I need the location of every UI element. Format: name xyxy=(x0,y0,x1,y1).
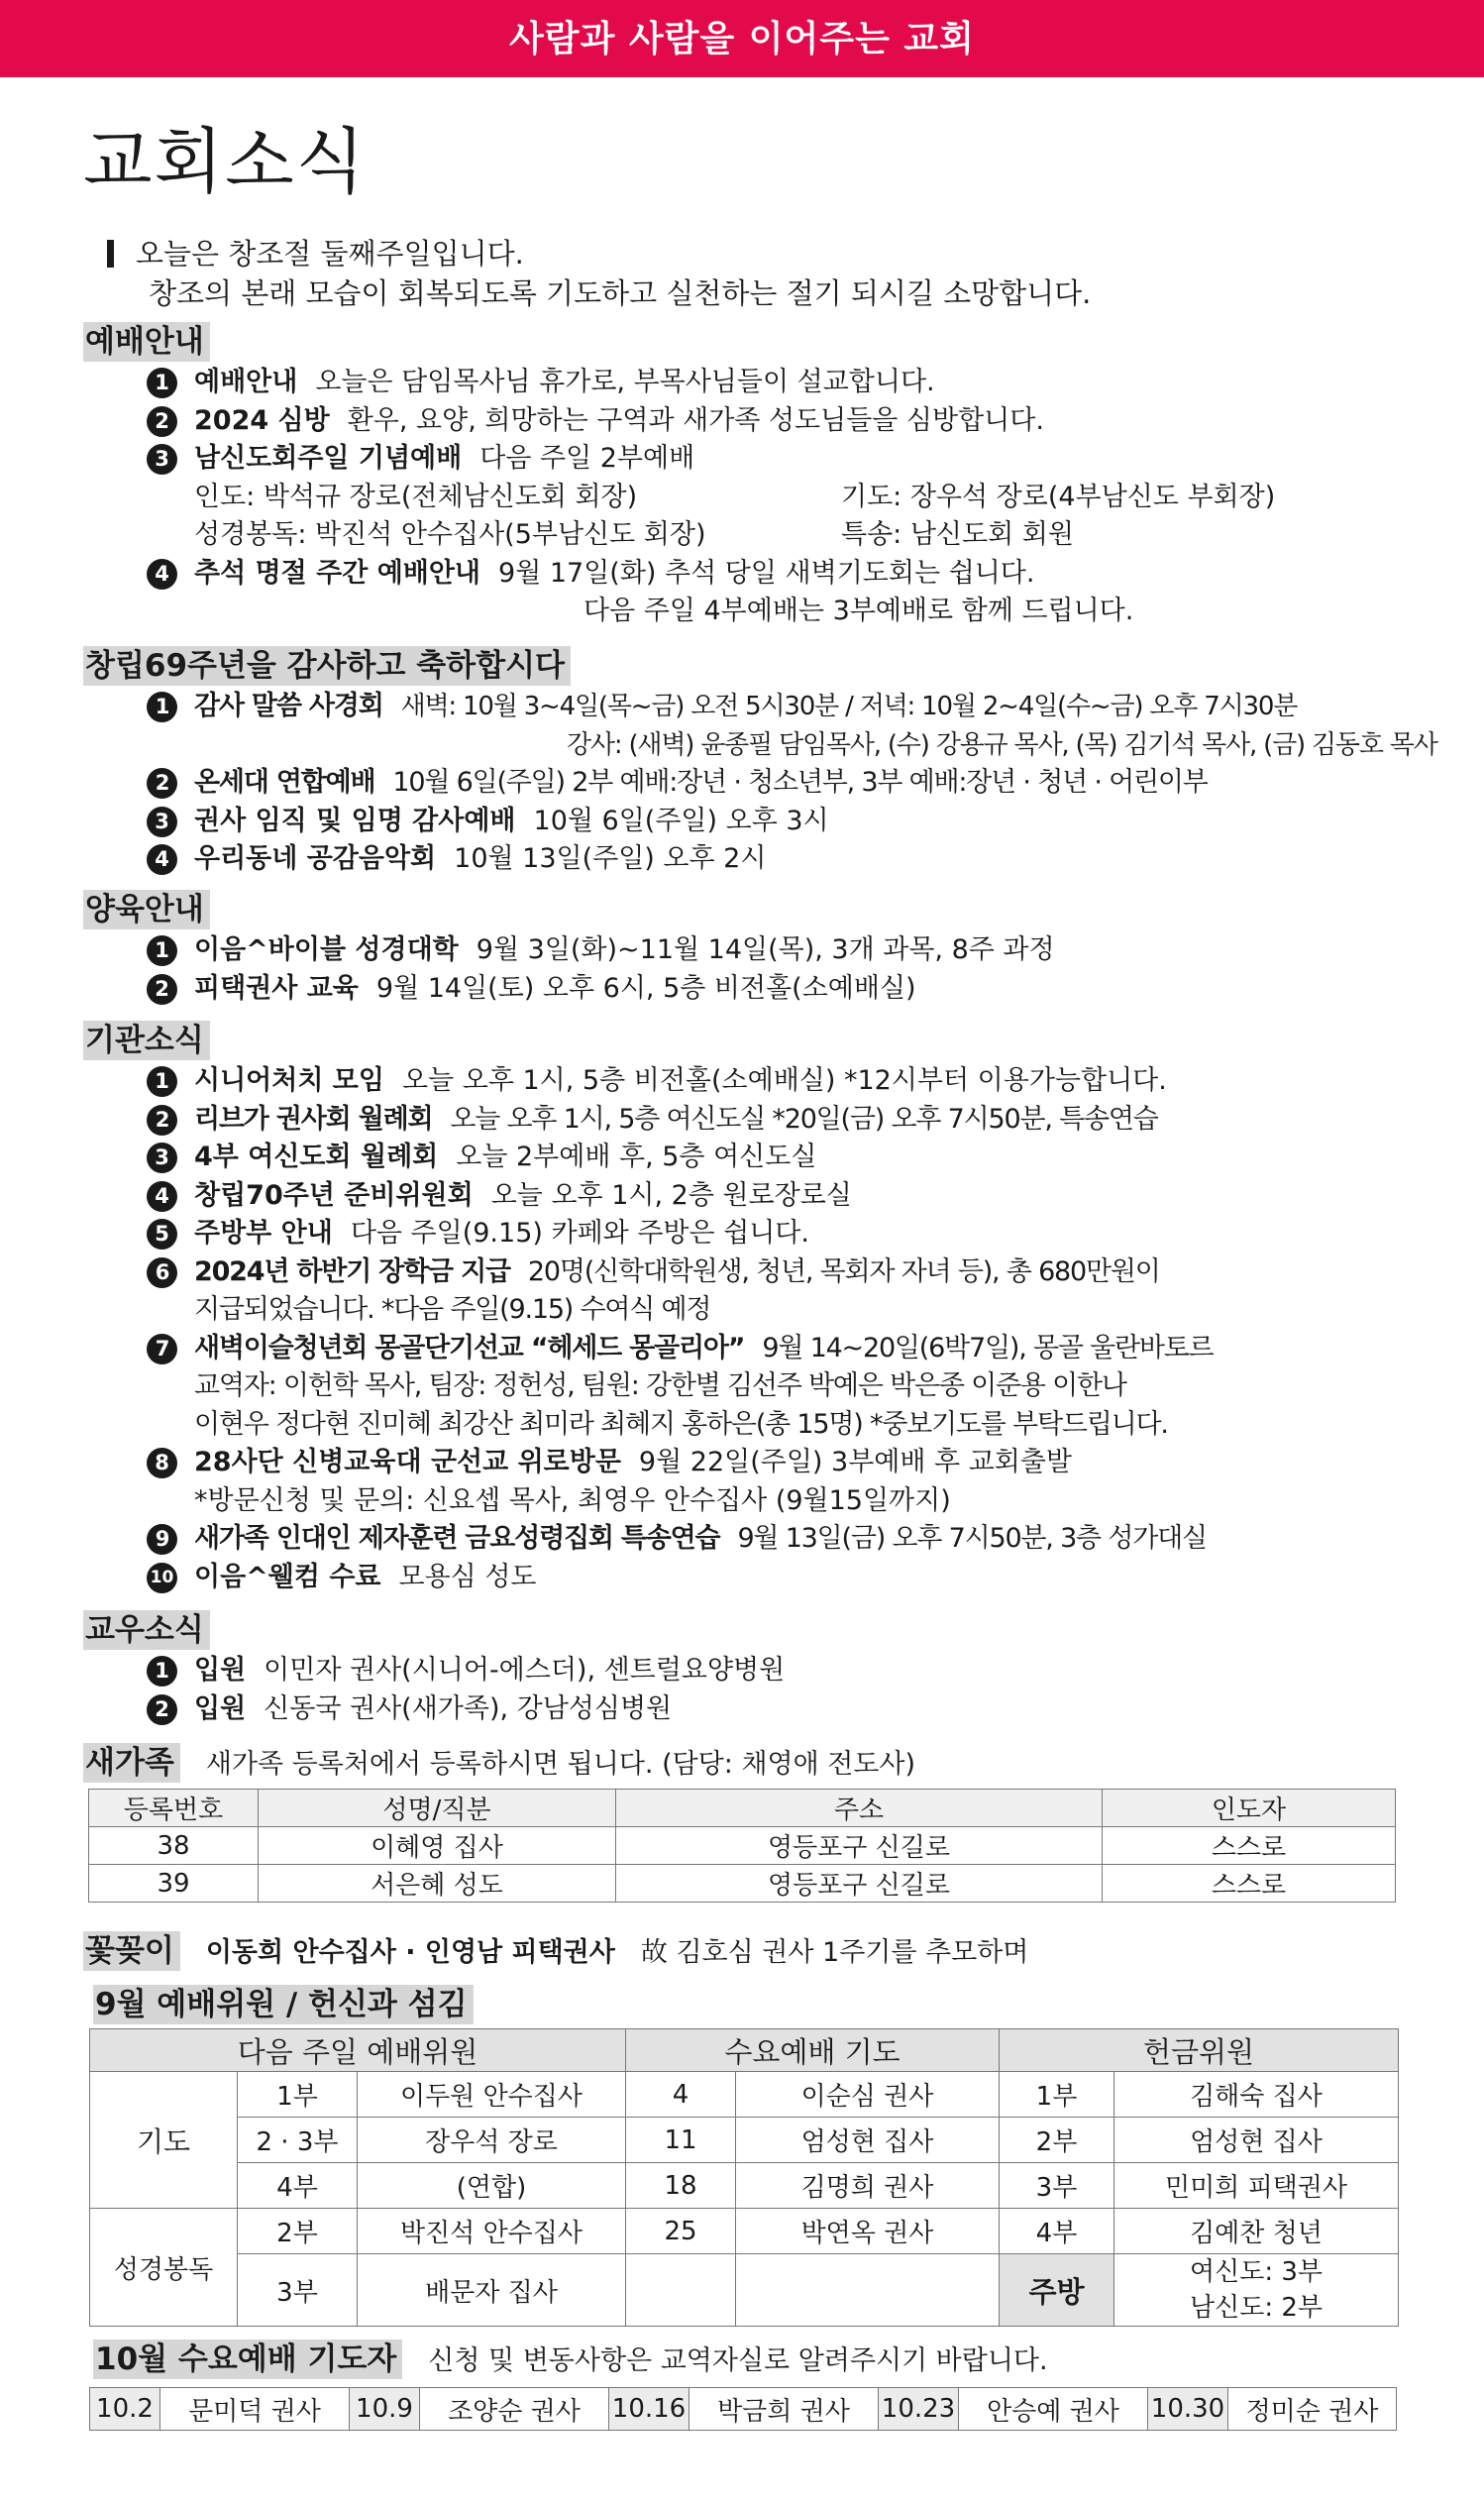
intro xyxy=(107,234,1091,313)
table-row: 10.2 문미덕 권사 10.9 조양순 권사 10.16 박금희 권사 10.23 안승예 권사 10.30 정미순 권사 xyxy=(90,2388,1397,2431)
number-badge: 10 xyxy=(147,1563,177,1593)
number-badge: 2 xyxy=(147,1694,177,1725)
number-badge: 9 xyxy=(147,1524,177,1555)
item-label: 이음^웰컴 수료 xyxy=(194,1561,381,1592)
item-text: 9월 14~20일(6박7일), 몽골 울란바토르 xyxy=(762,1332,1214,1363)
item-label: 남신도회주일 기념예배 xyxy=(194,443,463,474)
item-sub: *방문신청 및 문의: 신요셉 목사, 최영우 안수집사 (9월15일까지) xyxy=(194,1484,951,1516)
list-item xyxy=(83,1215,1401,1253)
number-badge: 2 xyxy=(147,974,177,1005)
column-header: 성명/직분 xyxy=(259,1790,616,1827)
table-row: 39 서은혜 성도 영등포구 신길로 스스로 xyxy=(89,1865,1396,1903)
list-item xyxy=(83,764,1401,803)
item-text: 10월 6일(주일) 2부 예배:장년 · 청소년부, 3부 예배:장년 · 청년 · 어린이부 xyxy=(392,767,1208,798)
number-badge: 1 xyxy=(147,368,177,398)
number-badge: 8 xyxy=(147,1448,177,1478)
item-sub: 인도: 박석규 장로(전체남신도회 회장) 기도: 장우석 장로(4부남신도 부회장) xyxy=(194,481,1276,512)
list-item xyxy=(83,364,1401,402)
list-item xyxy=(83,1330,1401,1368)
list-item xyxy=(83,803,1401,841)
item-label: 입원 xyxy=(194,1692,247,1724)
flowers-names: 이동희 안수집사 · 인영남 피택권사 xyxy=(205,1937,615,1968)
number-badge: 4 xyxy=(147,559,177,590)
section-education xyxy=(83,890,1401,1008)
section-title: 10월 수요예배 기도자 xyxy=(93,2340,402,2379)
item-label: 리브가 권사회 월례회 xyxy=(194,1103,433,1135)
list-item xyxy=(83,1690,1401,1729)
item-label: 2024 심방 xyxy=(194,404,330,436)
item-label: 2024년 하반기 장학금 지급 xyxy=(194,1255,510,1287)
column-header: 등록번호 xyxy=(89,1790,259,1827)
item-text: 다음 주일(9.15) 카페와 주방은 쉽니다. xyxy=(350,1218,809,1249)
header-banner: 사람과 사람을 이어주는 교회 xyxy=(0,0,1484,77)
item-text: 오늘 2부예배 후, 5층 여신도실 xyxy=(456,1142,817,1172)
list-item xyxy=(83,1559,1401,1597)
page-title: 교회소식 xyxy=(83,120,368,203)
item-label: 이음^바이블 성경대학 xyxy=(194,934,459,965)
item-sub: 강사: (새벽) 윤종필 담임목사, (수) 강용규 목사, (목) 김기석 목사, (금) 김동호 목사 xyxy=(567,729,1437,760)
section-service-duty xyxy=(83,1985,1401,2327)
column-header: 인도자 xyxy=(1103,1790,1396,1827)
list-item xyxy=(83,1139,1401,1177)
item-text: 이민자 권사(시니어-에스더), 센트럴요양병원 xyxy=(264,1655,786,1686)
table-row: 3부 배문자 집사 주방 여신도: 3부 남신도: 2부 xyxy=(90,2254,1399,2327)
list-item xyxy=(83,1444,1401,1482)
item-text: 환우, 요양, 희망하는 구역과 새가족 성도님들을 심방합니다. xyxy=(347,404,1044,436)
october-table xyxy=(89,2387,1397,2431)
list-item xyxy=(83,688,1401,726)
list-item xyxy=(83,402,1401,441)
number-badge: 3 xyxy=(147,444,177,475)
item-text: 9월 17일(화) 추석 당일 새벽기도회는 쉽니다. xyxy=(498,557,1035,589)
item-text: 신동국 권사(새가족), 강남성심병원 xyxy=(264,1692,673,1724)
section-member-news xyxy=(83,1610,1401,1728)
row-label: 기도 xyxy=(90,2072,238,2209)
list-item xyxy=(83,1253,1401,1292)
section-october xyxy=(83,2339,1401,2431)
list-item xyxy=(83,440,1401,479)
item-sub: 성경봉독: 박진석 안수집사(5부남신도 회장) 특송: 남신도회 회원 xyxy=(194,519,1074,550)
table-row: 기도 1부 이두원 안수집사 4 이순심 권사 1부 김해숙 집사 xyxy=(90,2072,1399,2118)
item-text: 오늘은 담임목사님 휴가로, 부목사님들이 설교합니다. xyxy=(315,367,935,397)
number-badge: 6 xyxy=(147,1257,177,1288)
number-badge: 4 xyxy=(147,1181,177,1212)
table-row: 2 · 3부 장우석 장로 11 엄성현 집사 2부 엄성현 집사 xyxy=(90,2118,1399,2163)
kitchen-men: 남신도: 2부 xyxy=(1189,2293,1324,2323)
item-text: 오늘 오후 1시, 2층 원로장로실 xyxy=(490,1179,852,1211)
column-header: 헌금위원 xyxy=(1000,2029,1399,2072)
item-label: 추석 명절 주간 예배안내 xyxy=(194,557,481,589)
item-text: 20명(신학대학원생, 청년, 목회자 자녀 등), 총 680만원이 xyxy=(527,1255,1160,1287)
item-label: 온세대 연합예배 xyxy=(194,767,375,798)
item-text: 9월 22일(주일) 3부예배 후 교회출발 xyxy=(638,1447,1073,1477)
section-title: 새가족 xyxy=(83,1743,180,1783)
section-title: 기관소식 xyxy=(83,1021,210,1060)
number-badge: 3 xyxy=(147,1143,177,1173)
section-flowers xyxy=(83,1930,1401,1973)
number-badge: 2 xyxy=(147,768,177,799)
list-item xyxy=(83,931,1401,970)
table-row: 성경봉독 2부 박진석 안수집사 25 박연옥 권사 4부 김예찬 청년 xyxy=(90,2209,1399,2254)
new-family-table xyxy=(88,1789,1396,1903)
item-text: 9월 14일(토) 오후 6시, 5층 비전홀(소예배실) xyxy=(375,972,916,1004)
item-label: 감사 말씀 사경회 xyxy=(194,691,383,721)
list-item xyxy=(83,1652,1401,1690)
number-badge: 2 xyxy=(147,406,177,437)
item-label: 권사 임직 및 임명 감사예배 xyxy=(194,805,516,836)
column-header: 다음 주일 예배위원 xyxy=(90,2029,626,2072)
item-label: 새가족 인대인 제자훈련 금요성령집회 특송연습 xyxy=(194,1523,720,1554)
section-title: 창립69주년을 감사하고 축하합시다 xyxy=(83,646,571,686)
number-badge: 1 xyxy=(147,935,177,966)
list-item xyxy=(83,1062,1401,1101)
item-text: 9월 3일(화)~11월 14일(목), 3개 과목, 8주 과정 xyxy=(476,934,1055,965)
kitchen-women: 여신도: 3부 xyxy=(1189,2257,1324,2287)
item-text: 모용심 성도 xyxy=(398,1561,537,1592)
list-item xyxy=(83,555,1401,594)
item-label: 주방부 안내 xyxy=(194,1218,333,1249)
item-text: 9월 13일(금) 오후 7시50분, 3층 성가대실 xyxy=(737,1523,1207,1554)
list-item xyxy=(83,1101,1401,1140)
item-text: 오늘 오후 1시, 5층 여신도실 *20일(금) 오후 7시50분, 특송연습 xyxy=(450,1103,1158,1135)
section-title: 9월 예배위원 / 헌신과 섬김 xyxy=(93,1985,474,2024)
item-label: 새벽이슬청년회 몽골단기선교 “헤세드 몽골리아” xyxy=(194,1332,745,1363)
number-badge: 4 xyxy=(147,844,177,875)
new-family-note: 새가족 등록처에서 등록하시면 됩니다. (담당: 채영애 전도사) xyxy=(205,1749,916,1780)
item-label: 우리동네 공감음악회 xyxy=(194,843,437,874)
item-label: 시니어처치 모임 xyxy=(194,1065,384,1096)
number-badge: 1 xyxy=(147,1656,177,1687)
number-badge: 2 xyxy=(147,1105,177,1136)
october-note: 신청 및 변동사항은 교역자실로 알려주시기 바랍니다. xyxy=(428,2345,1048,2376)
number-badge: 1 xyxy=(147,692,177,722)
list-item xyxy=(83,1520,1401,1559)
intro-line1: 오늘은 창조절 둘째주일입니다. xyxy=(136,237,524,271)
list-item xyxy=(83,1177,1401,1216)
section-worship xyxy=(83,322,1401,631)
row-label: 성경봉독 xyxy=(90,2209,238,2327)
column-header: 주소 xyxy=(616,1790,1103,1827)
item-label: 입원 xyxy=(194,1655,247,1686)
intro-line2: 창조의 본래 모습이 회복되도록 기도하고 실천하는 절기 되시길 소망합니다. xyxy=(149,276,1092,310)
number-badge: 5 xyxy=(147,1219,177,1250)
item-text: 새벽: 10월 3~4일(목~금) 오전 5시30분 / 저녁: 10월 2~4일(수~금) 오후 7시30분 xyxy=(400,692,1298,721)
section-title: 교우소식 xyxy=(83,1610,210,1650)
item-sub: 다음 주일 4부예배는 3부예배로 함께 드립니다. xyxy=(583,596,1134,626)
item-label: 28사단 신병교육대 군선교 위로방문 xyxy=(194,1447,621,1477)
item-label: 예배안내 xyxy=(194,367,298,397)
number-badge: 7 xyxy=(147,1334,177,1364)
item-text: 다음 주일 2부예배 xyxy=(479,443,695,474)
section-title: 꽃꽂이 xyxy=(83,1931,180,1971)
row-label: 주방 xyxy=(1000,2254,1114,2327)
table-row: 38 이혜영 집사 영등포구 신길로 스스로 xyxy=(89,1827,1396,1865)
column-header: 수요예배 기도 xyxy=(626,2029,1000,2072)
section-organizations xyxy=(83,1021,1401,1596)
table-row: 4부 (연합) 18 김명희 권사 3부 민미희 피택권사 xyxy=(90,2163,1399,2209)
item-sub: 교역자: 이헌학 목사, 팀장: 정헌성, 팀원: 강한별 김선주 박예은 박은종 이준용 이한나 xyxy=(194,1370,1126,1401)
number-badge: 3 xyxy=(147,807,177,837)
section-anniversary xyxy=(83,646,1437,879)
item-label: 창립70주년 준비위원회 xyxy=(194,1179,474,1211)
item-sub: 이현우 정다현 진미혜 최강산 최미라 최혜지 홍하은(총 15명) *중보기도를 부탁드립니다. xyxy=(194,1408,1168,1440)
flowers-note: 故 김호심 권사 1주기를 추모하며 xyxy=(640,1937,1029,1968)
number-badge: 1 xyxy=(147,1066,177,1097)
section-title: 예배안내 xyxy=(83,322,210,362)
list-item xyxy=(83,840,1401,879)
duty-table xyxy=(89,2028,1399,2327)
section-title: 양육안내 xyxy=(83,890,210,929)
list-item xyxy=(83,970,1401,1009)
item-text: 10월 6일(주일) 오후 3시 xyxy=(533,805,829,836)
section-new-family xyxy=(83,1742,1401,1903)
item-text: 10월 13일(주일) 오후 2시 xyxy=(454,843,767,874)
bullet-bar xyxy=(107,240,114,268)
item-label: 4부 여신도회 월례회 xyxy=(194,1142,439,1172)
item-sub: 지급되었습니다. *다음 주일(9.15) 수여식 예정 xyxy=(194,1294,711,1325)
item-label: 피택권사 교육 xyxy=(194,972,359,1004)
item-text: 오늘 오후 1시, 5층 비전홀(소예배실) *12시부터 이용가능합니다. xyxy=(401,1065,1167,1096)
